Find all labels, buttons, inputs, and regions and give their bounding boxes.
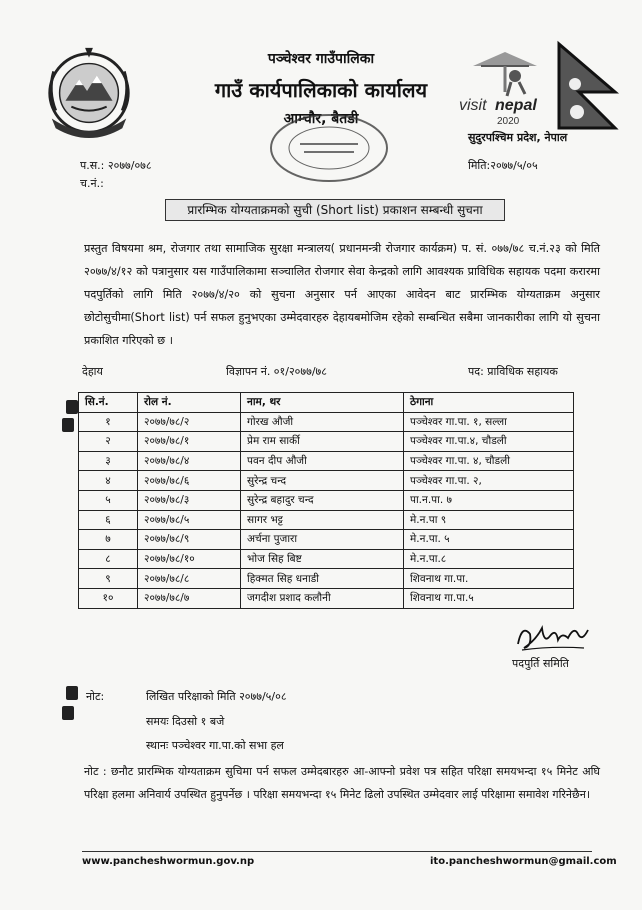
table-row: [79, 432, 574, 452]
committee-name: पदपुर्ति समिति: [512, 657, 569, 670]
roll-cell: २०७७/७८/२: [138, 412, 241, 432]
table-row: [79, 471, 574, 491]
roll-cell: २०७७/७८/१०: [138, 549, 241, 569]
name-cell: गोरख औजी: [241, 412, 404, 432]
logo-nepal-text: nepal: [495, 97, 537, 114]
roll-cell: २०७७/७८/१: [138, 432, 241, 452]
roll-cell: २०७७/७८/८: [138, 569, 241, 589]
column-header-address: ठेगाना: [404, 393, 574, 413]
official-stamp: [268, 112, 390, 184]
office-name-line2: गाउँ कार्यपालिकाको कार्यालय: [214, 78, 428, 102]
signature: [512, 620, 592, 656]
visit-nepal-2020-logo: [455, 36, 623, 132]
footer-website: www.pancheshwormun.gov.np: [82, 856, 255, 867]
binder-mark: [62, 418, 74, 432]
table-row: [79, 490, 574, 510]
table-row: [79, 530, 574, 550]
footer-divider: [82, 851, 592, 852]
roll-cell: २०७७/७८/४: [138, 451, 241, 471]
shortlist-table: [78, 392, 574, 609]
name-cell: सुरेन्द्र चन्द: [241, 471, 404, 491]
table-row: [79, 510, 574, 530]
letter-date: मिति:२०७७/५/०५: [468, 159, 538, 172]
column-header-serial: सि.नं.: [79, 393, 138, 413]
table-row: [79, 412, 574, 432]
name-cell: सागर भट्ट: [241, 510, 404, 530]
roll-cell: २०७७/७८/६: [138, 471, 241, 491]
roll-cell: २०७७/७८/९: [138, 530, 241, 550]
office-name-line1: पञ्चेश्वर गाउँपालिका: [267, 51, 375, 67]
roll-cell: २०७७/७८/३: [138, 490, 241, 510]
serial-cell: १: [79, 412, 138, 432]
final-note: नोट : छनौट प्रारम्भिक योग्यताक्रम सुचिमा पर्न सफल उम्मेदबारहरु आ-आफ्नो प्रवेश पत्र सहित परिक्षा समयभन्दा १५ मिनेट अघि परिक्षा हलमा अनिवार्य उपस्थित हुनुपर्नेछ । परिक्षा समयभन्दा १५ मिनेट ढिलो उपस्थित उम्मेदवार लाई परिक्षामा समावेश गरिनेछैन।: [84, 765, 600, 801]
address-cell: पञ्चेश्वर गा.पा.४, चौडली: [404, 432, 574, 452]
exam-date: लिखित परिक्षाको मिति २०७७/५/०८: [146, 690, 287, 703]
name-cell: अर्चना पुजारा: [241, 530, 404, 550]
serial-cell: ९: [79, 569, 138, 589]
table-row: [79, 451, 574, 471]
exam-time: समयः दिउसो १ बजे: [146, 715, 225, 728]
address-cell: मे.न.पा.८: [404, 549, 574, 569]
name-cell: भोज सिह बिष्ट: [241, 549, 404, 569]
name-cell: जगदीश प्रशाद कलौनी: [241, 588, 404, 608]
binder-mark: [62, 706, 74, 720]
table-row: [79, 588, 574, 608]
note-label: नोट:: [86, 690, 105, 703]
exam-place: स्थानः पञ्चेश्वर गा.पा.को सभा हल: [146, 739, 284, 752]
serial-cell: ६: [79, 510, 138, 530]
reference-ps: प.स.: २०७७/०७८: [80, 159, 152, 172]
province-text: सुदुरपश्चिम प्रदेश, नेपाल: [468, 131, 568, 144]
roll-cell: २०७७/७८/५: [138, 510, 241, 530]
footer-email: ito.pancheshwormun@gmail.com: [430, 856, 617, 867]
address-cell: मे.न.पा ९: [404, 510, 574, 530]
serial-cell: ७: [79, 530, 138, 550]
name-cell: सुरेन्द्र बहादुर चन्द: [241, 490, 404, 510]
advertisement-number: विज्ञापन नं. ०१/२०७७/७८: [226, 365, 327, 378]
address-cell: शिवनाथ गा.पा.: [404, 569, 574, 589]
column-header-roll: रोल नं.: [138, 393, 241, 413]
name-cell: पवन दीप औजी: [241, 451, 404, 471]
address-cell: पञ्चेश्वर गा.पा. २,: [404, 471, 574, 491]
serial-cell: २: [79, 432, 138, 452]
notice-body: प्रस्तुत विषयमा श्रम, रोजगार तथा सामाजिक सुरक्षा मन्त्रालय( प्रधानमन्त्री रोजगार कार्यक्रम) प. सं. ०७७/७८ च.नं.२३ को मिति २०७७/४/१२ को पत्रानुसार यस गाउँपालिकामा सञ्चालित रोजगार सेवा केन्द्रको लागि आवश्यक प्राविधिक सहायक पदमा करारमा पदपुर्तिको लागि मिति २०७७/४/२० को सुचना अनुसार पर्न आएका आवेदन बाट प्रारम्भिक योग्यताक्रम अनुसार छोटोसुचीमा(Short list) पर्न सफल हुनुभएका उम्मेदवारहरु देहायबमोजिम रहेको सम्बन्धित सबैमा जानकारीका लागि यो सुचना प्रकाशित गरिएको छ ।: [84, 242, 600, 347]
address-cell: मे.न.पा. ५: [404, 530, 574, 550]
dehay-label: देहाय: [82, 365, 103, 378]
office-address: आम्चौर, बैतडी: [283, 111, 359, 127]
address-cell: पा.न.पा. ७: [404, 490, 574, 510]
serial-cell: ३: [79, 451, 138, 471]
serial-cell: ८: [79, 549, 138, 569]
name-cell: प्रेम राम सार्की: [241, 432, 404, 452]
logo-year-text: 2020: [497, 116, 520, 127]
serial-cell: १०: [79, 588, 138, 608]
address-cell: पञ्चेश्वर गा.पा. ४, चौडली: [404, 451, 574, 471]
serial-cell: ५: [79, 490, 138, 510]
serial-cell: ४: [79, 471, 138, 491]
logo-visit-text: visit: [459, 97, 487, 114]
address-cell: शिवनाथ गा.पा.५: [404, 588, 574, 608]
name-cell: हिक्मत सिह धनाडी: [241, 569, 404, 589]
column-header-name: नाम, थर: [241, 393, 404, 413]
table-header-row: [79, 393, 574, 413]
table-row: [79, 569, 574, 589]
table-row: [79, 549, 574, 569]
binder-mark: [66, 686, 78, 700]
post-title: पद: प्राविधिक सहायक: [468, 365, 558, 378]
reference-cn: च.नं.:: [80, 177, 104, 190]
binder-mark: [66, 400, 78, 414]
notice-title: प्रारम्भिक योग्यताक्रमको सुची (Short list) प्रकाशन सम्बन्धी सुचना: [165, 199, 505, 221]
address-cell: पञ्चेश्वर गा.पा. १, सल्ला: [404, 412, 574, 432]
roll-cell: २०७७/७८/७: [138, 588, 241, 608]
